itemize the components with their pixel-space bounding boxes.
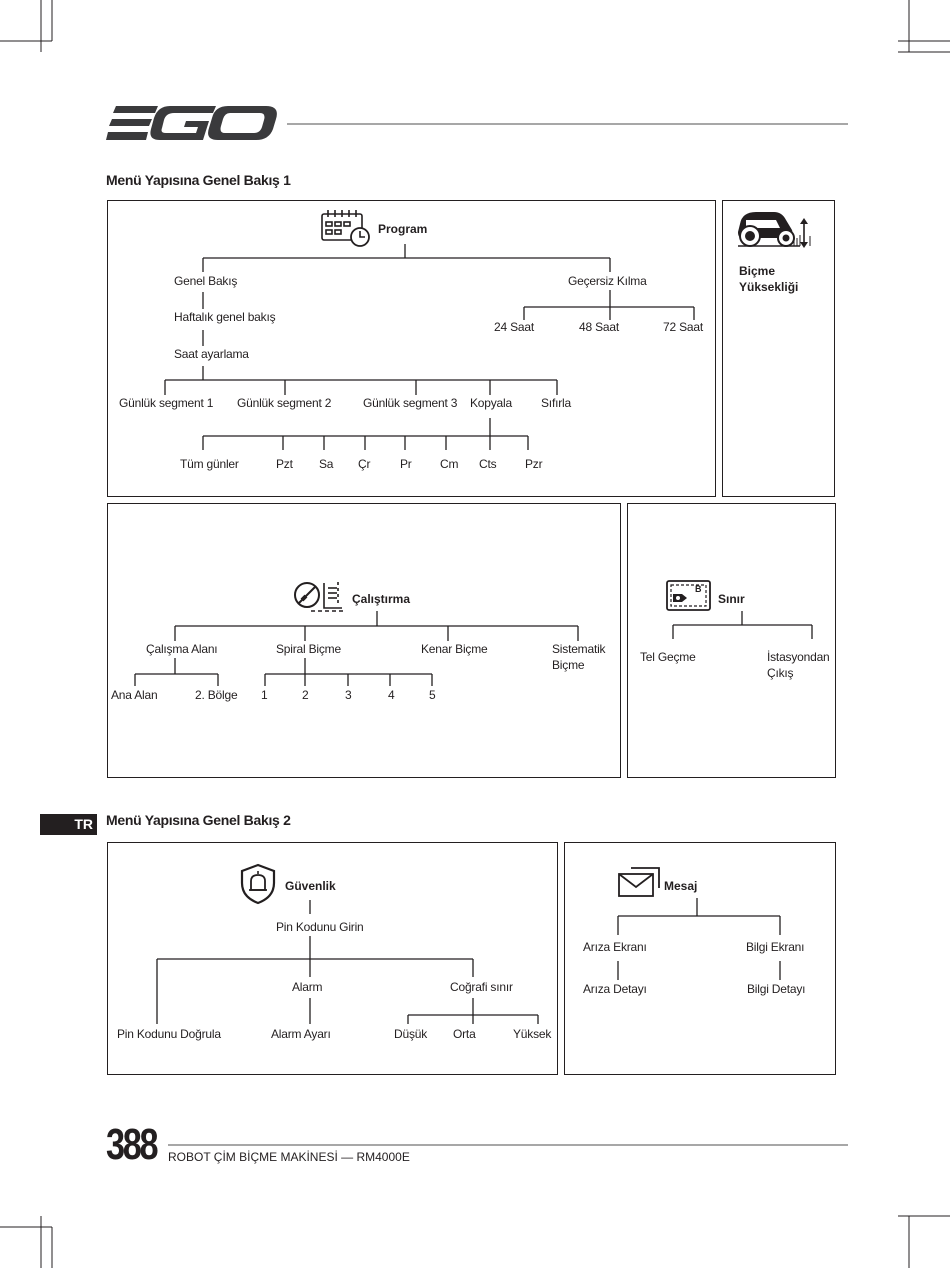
calendar-clock-icon	[320, 209, 374, 247]
svg-text:B: B	[695, 584, 702, 594]
systematic-mowing-line2: Biçme	[552, 658, 585, 672]
override-option-72: 72 Saat	[663, 320, 703, 334]
shield-alarm-icon	[238, 863, 278, 905]
boundary-wire-icon	[666, 580, 712, 612]
section-1-heading: Menü Yapısına Genel Bakış 1	[106, 172, 291, 188]
info-screen-label: Bilgi Ekranı	[746, 940, 805, 954]
wire-crossing-label: Tel Geçme	[640, 650, 696, 664]
override-label: Geçersiz Kılma	[568, 274, 647, 288]
overview-label: Genel Bakış	[174, 274, 238, 288]
override-option-24: 24 Saat	[494, 320, 534, 334]
cutting-height-title-line2: Yüksekliği	[739, 280, 799, 294]
ego-logo	[106, 104, 278, 144]
reset-label: Sıfırla	[541, 396, 571, 410]
override-option-48: 48 Saat	[579, 320, 619, 334]
alarm-label: Alarm	[292, 980, 323, 994]
message-panel	[564, 842, 836, 1075]
day-all: Tüm günler	[180, 457, 239, 471]
leave-station-line2: Çıkış	[767, 666, 794, 680]
main-area-label: Ana Alan	[111, 688, 158, 702]
message-title: Mesaj	[664, 879, 698, 893]
zone-2-label: 2. Bölge	[195, 688, 238, 702]
spiral-level-5: 5	[429, 688, 436, 702]
boundary-title: Sınır	[718, 592, 745, 606]
section-2-heading: Menü Yapısına Genel Bakış 2	[106, 812, 291, 828]
spiral-level-1: 1	[261, 688, 268, 702]
spiral-level-3: 3	[345, 688, 352, 702]
page-number: 388	[106, 1120, 157, 1169]
day-thu: Pr	[400, 457, 412, 471]
time-setting-label: Saat ayarlama	[174, 347, 249, 361]
fault-detail-label: Arıza Detayı	[583, 982, 647, 996]
document-title: ROBOT ÇİM BİÇME MAKİNESİ — RM4000E	[168, 1150, 410, 1164]
day-tue: Sa	[319, 457, 334, 471]
mowing-pattern-icon	[293, 580, 349, 614]
geofence-label: Coğrafi sınır	[450, 980, 513, 994]
spiral-level-2: 2	[302, 688, 309, 702]
cutting-height-title-line1: Biçme	[739, 264, 776, 278]
spiral-mowing-label: Spiral Biçme	[276, 642, 341, 656]
alarm-setting-label: Alarm Ayarı	[271, 1027, 331, 1041]
geofence-high-label: Yüksek	[513, 1027, 552, 1041]
day-mon: Pzt	[276, 457, 293, 471]
enter-pin-label: Pin Kodunu Girin	[276, 920, 364, 934]
segment-2-label: Günlük segment 2	[237, 396, 332, 410]
day-sat: Cts	[479, 457, 497, 471]
operation-title: Çalıştırma	[352, 592, 411, 606]
segment-3-label: Günlük segment 3	[363, 396, 458, 410]
geofence-medium-label: Orta	[453, 1027, 476, 1041]
operation-panel	[107, 503, 621, 778]
day-sun: Pzr	[525, 457, 543, 471]
weekly-overview-label: Haftalık genel bakış	[174, 310, 276, 324]
segment-1-label: Günlük segment 1	[119, 396, 214, 410]
boundary-panel	[627, 503, 836, 778]
leave-station-line1: İstasyondan	[767, 650, 830, 664]
language-tab: TR	[40, 814, 97, 835]
systematic-mowing-line1: Sistematik	[552, 642, 606, 656]
geofence-low-label: Düşük	[394, 1027, 428, 1041]
security-title: Güvenlik	[285, 879, 336, 893]
fault-screen-label: Arıza Ekranı	[583, 940, 647, 954]
copy-label: Kopyala	[470, 396, 512, 410]
spiral-level-4: 4	[388, 688, 395, 702]
day-wed: Çr	[358, 457, 371, 471]
info-detail-label: Bilgi Detayı	[747, 982, 806, 996]
mower-height-icon	[734, 208, 814, 250]
verify-pin-label: Pin Kodunu Doğrula	[117, 1027, 221, 1041]
work-area-label: Çalışma Alanı	[146, 642, 218, 656]
envelope-icon	[617, 866, 663, 898]
edge-mowing-label: Kenar Biçme	[421, 642, 488, 656]
day-fri: Cm	[440, 457, 459, 471]
program-title: Program	[378, 222, 428, 236]
